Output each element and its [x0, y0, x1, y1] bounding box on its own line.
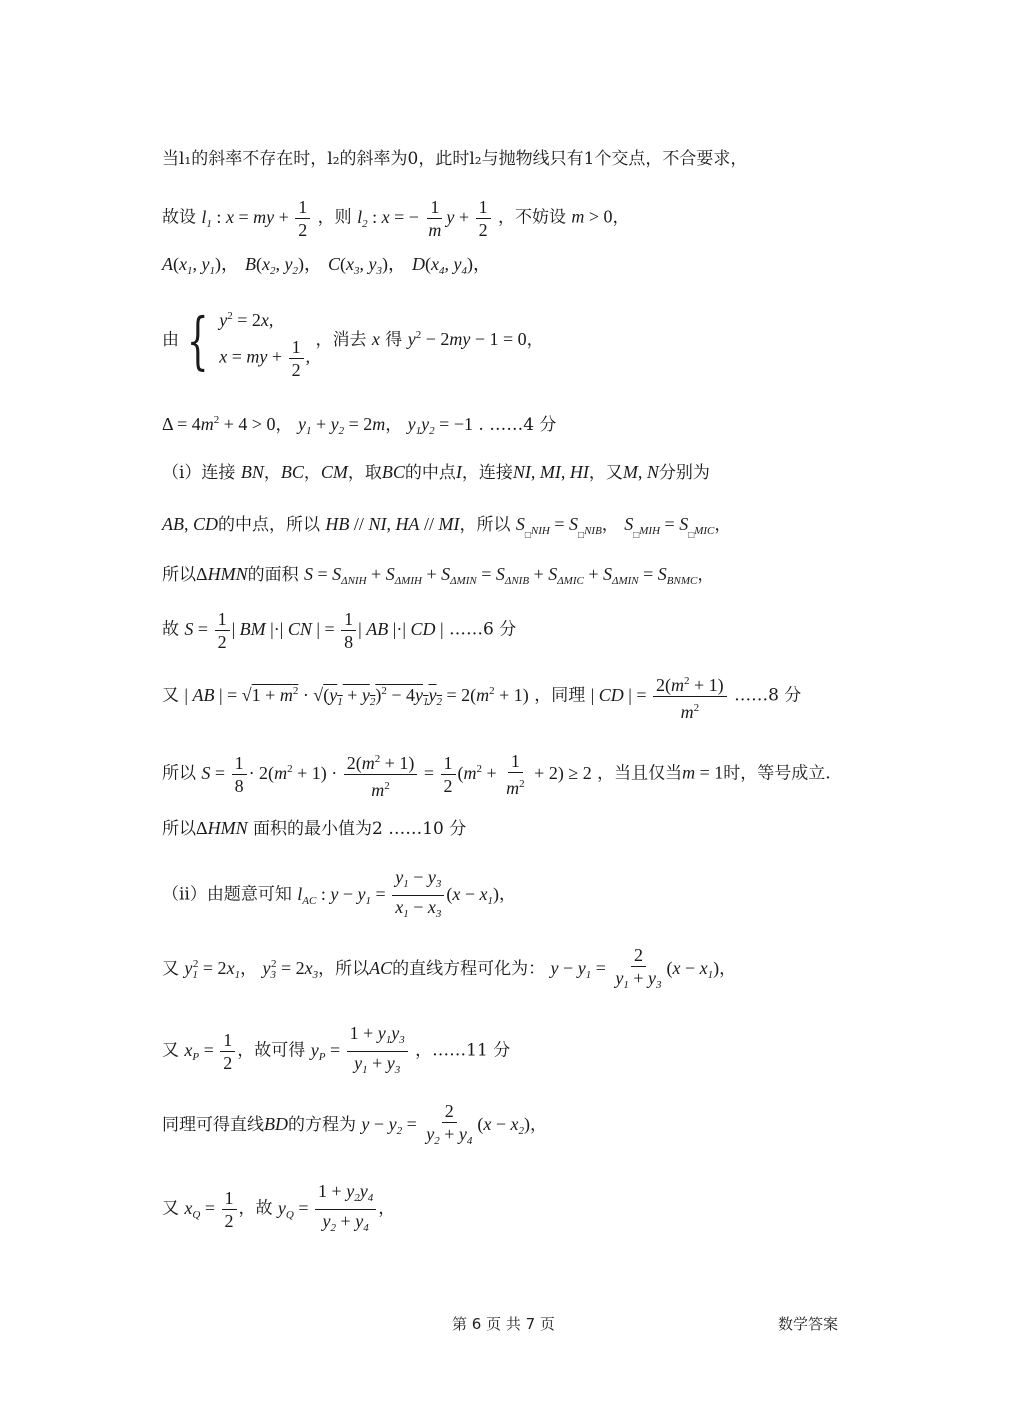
text-line-12: 所以ΔHMN 面积的最小值为2 ……10 分: [162, 818, 467, 839]
subject-label: 数学答案: [778, 1315, 839, 1333]
text-line-5: $\Delta = 4m^2 + 4 > 0$， $y_1 + y_2 = 2m$， $y_1y_2 = -1$ . ……4 分: [162, 414, 557, 437]
text-line-11: 所以 S = $\frac{1}{8}$ · $2(m^2 + 1)$ · $\frac{2(m^2 + 1)}{m^2}$ = $\frac{1}{2}$ ($m^2$ + $\frac{1}{m^2}$ + 2) ≥ 2 ，当且仅当m = 1时，等号成立.: [162, 748, 831, 801]
text-line-1: 当l₁的斜率不存在时，l₂的斜率为0，此时l₂与抛物线只有1个交点，不合要求，: [162, 149, 748, 169]
text-line-3: $A(x_1$, $y_1$)， $B(x_2$, $y_2$)， $C(x_3$, $y_3$)， $D(x_4$, $y_4$)，: [162, 254, 492, 277]
text-line-14: 又 $y_1^2 = 2x_1$， $y_3^2 = 2x_3$，所以AC的直线方程可化为： $y - y_1$ = $\frac{2}{y_1 + y_3}$ $(x - x_1)$，: [162, 945, 737, 991]
page-number: 第 6 页 共 7 页: [452, 1315, 555, 1333]
text-line-7: AB, CD的中点，所以 HB // NI, HA // MI，所以 $S_{□NIH} = S_{□NIB}$， $S_{□MIH} = S_{□MIC}$，: [162, 514, 732, 541]
text-line-16: 同理可得直线BD的方程为 $y - y_2$ = $\frac{2}{y_2 + y_4}$ $(x - x_2)$，: [162, 1101, 548, 1147]
text-line-8: 所以ΔHMN的面积 $S = S_{\Delta NIH} + S_{\Delta MIH} + S_{\Delta MIN} = S_{\Delta NIB} + S_{\Delta MIC} + S_{\Delta MIN} = S_{BNMC}$，: [162, 564, 715, 587]
text-line-9: 故 S = $\frac{1}{2}$ | BM |·| CN | = $\frac{1}{8}$ | AB |·| CD | ……6 分: [162, 609, 517, 652]
text-line-13: （ii）由题意可知 $l_{AC}$ : $y - y_1$ = $\frac{y_1 - y_3}{x_1 - x_3}$ $(x - x_1)$，: [162, 867, 516, 920]
text-line-15: 又 $x_P$ = $\frac{1}{2}$ ，故可得 $y_P$ = $\frac{1 + y_1y_3}{y_1 + y_3}$ ，……11 分: [162, 1023, 511, 1076]
text-line-6: （i）连接 BN，BC，CM，取BC的中点I，连接NI, MI, HI，又M, N分别为: [162, 462, 710, 483]
text-line-17: 又 $x_Q$ = $\frac{1}{2}$ ，故 $y_Q$ = $\frac{1 + y_2y_4}{y_2 + y_4}$ ，: [162, 1181, 396, 1234]
text-line-4: 由 { $y^2 = 2x$, x = my + $\frac{1}{2}$ , ，消去 x 得 $y^2 - 2my - 1 = 0$，: [162, 303, 544, 380]
text-line-2: 故设 $l_1$ : x = my + $\frac{1}{2}$ ，则 $l_2$ : x = − $\frac{1}{m}$ y + $\frac{1}{2}$ ，不妨设 m > 0，: [162, 197, 630, 240]
text-line-10: 又 | AB | = $√1 + m^2 \cdot √(y_1 + y_2)^2 - 4y_1y_2 = 2(m^2 + 1)$ ，同理 | CD | = $\frac{2(m^2 + 1)}{m^2}$ ……8 分: [162, 670, 801, 723]
